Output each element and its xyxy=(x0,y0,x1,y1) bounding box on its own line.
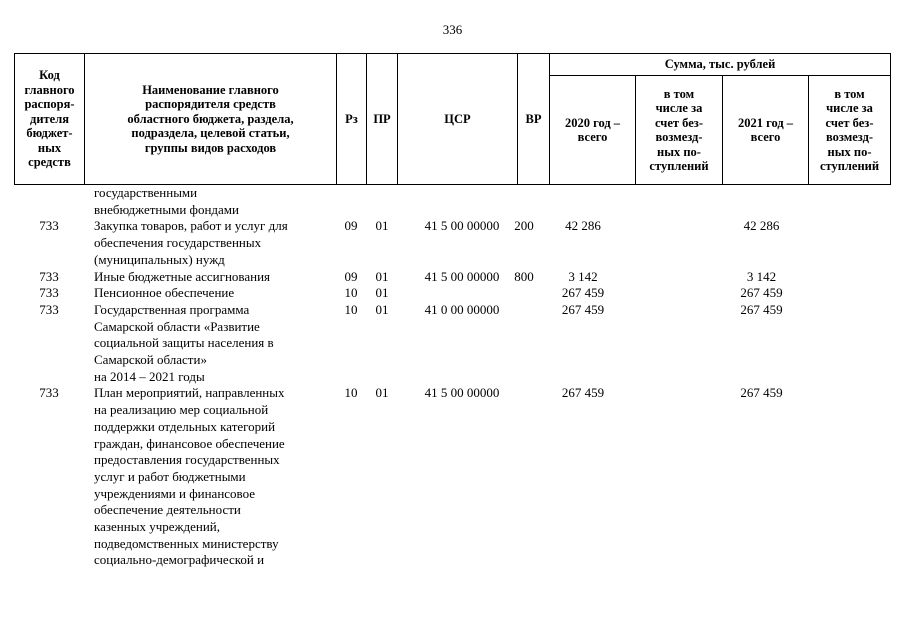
cell-vr: 800 xyxy=(514,268,534,284)
cell-name-line: обеспечение деятельности xyxy=(94,502,241,518)
header-pr: ПР xyxy=(367,54,398,185)
header-sum: Сумма, тыс. рублей xyxy=(550,54,891,76)
cell-csr: 41 0 00 00000 xyxy=(424,301,500,317)
cell-sum-2021: 267 459 xyxy=(740,285,783,301)
cell-name-line: Иные бюджетные ассигнования xyxy=(94,268,271,284)
cell-name-line: социально-демографической и xyxy=(94,552,265,568)
cell-name-line: предоставления государственных xyxy=(94,452,280,468)
cell-sum-2020: 267 459 xyxy=(561,301,605,317)
table-row xyxy=(14,385,890,569)
cell-csr: 41 5 00 00000 xyxy=(424,218,500,234)
cell-name xyxy=(94,185,338,218)
cell-name-line: социальной защиты населения в xyxy=(94,335,274,351)
cell-name-line: на 2014 – 2021 годы xyxy=(94,368,205,384)
table-row xyxy=(14,285,890,302)
cell-name xyxy=(94,218,338,268)
cell-pr: 01 xyxy=(375,301,389,317)
table-row xyxy=(14,269,890,286)
cell-name-line: обеспечения государственных xyxy=(94,235,262,251)
cell-pr: 01 xyxy=(375,268,389,284)
table-body xyxy=(14,185,890,569)
header-code: Код главного распоря- дителя бюджет- ных средств xyxy=(15,54,85,185)
cell-name-line: Самарской области» xyxy=(94,352,207,368)
header-2021-free: в том числе за счет без- возмезд- ных по- ступлений xyxy=(809,76,891,185)
cell-name-line: внебюджетными фондами xyxy=(94,201,239,217)
cell-pr: 01 xyxy=(375,218,389,234)
cell-code: 733 xyxy=(39,268,59,284)
header-2021-total: 2021 год – всего xyxy=(723,76,809,185)
cell-sum-2021: 267 459 xyxy=(740,385,783,401)
cell-pr: 01 xyxy=(375,285,389,301)
cell-code: 733 xyxy=(39,218,59,234)
header-2020-free: в том числе за счет без- возмезд- ных по- ступлений xyxy=(636,76,723,185)
cell-name-line: План мероприятий, направленных xyxy=(94,385,285,401)
cell-code: 733 xyxy=(39,301,59,317)
cell-rz: 09 xyxy=(344,218,358,234)
cell-code: 733 xyxy=(39,385,59,401)
cell-sum-2020: 267 459 xyxy=(561,385,605,401)
cell-sum-2020: 42 286 xyxy=(565,218,601,234)
cell-name-line: государственными xyxy=(94,185,198,200)
cell-name-line: поддержки отдельных категорий xyxy=(94,418,276,434)
header-csr: ЦСР xyxy=(398,54,518,185)
page-number: 336 xyxy=(442,22,463,37)
cell-rz: 09 xyxy=(344,268,358,284)
table-row xyxy=(14,185,890,218)
cell-csr: 41 5 00 00000 xyxy=(424,268,500,284)
cell-name xyxy=(94,285,338,302)
cell-pr: 01 xyxy=(375,385,389,401)
cell-vr: 200 xyxy=(514,218,534,234)
cell-name-line: (муниципальных) нужд xyxy=(94,251,225,267)
cell-name-line: казенных учреждений, xyxy=(94,519,220,535)
cell-sum-2021: 3 142 xyxy=(746,268,777,284)
cell-name-line: Закупка товаров, работ и услуг для xyxy=(94,218,288,234)
cell-name xyxy=(94,385,338,569)
header-name: Наименование главного распорядителя средств областного бюджета, раздела, подраздела, целевой статьи, группы видов расходов xyxy=(85,54,337,185)
cell-csr: 41 5 00 00000 xyxy=(424,385,500,401)
header-2020-total: 2020 год – всего xyxy=(550,76,636,185)
cell-name-line: на реализацию мер социальной xyxy=(94,402,269,418)
cell-name-line: услуг и работ бюджетными xyxy=(94,468,246,484)
cell-name xyxy=(94,269,338,286)
cell-name-line: Государственная программа xyxy=(94,301,250,317)
header-vr: ВР xyxy=(518,54,550,185)
cell-name-line: Самарской области «Развитие xyxy=(94,318,260,334)
cell-name-line: подведомственных министерству xyxy=(94,535,279,551)
cell-name-line: учреждениями и финансовое xyxy=(94,485,256,501)
table-row xyxy=(14,302,890,386)
cell-name xyxy=(94,302,338,386)
cell-rz: 10 xyxy=(344,285,358,301)
cell-code: 733 xyxy=(39,285,59,301)
cell-sum-2020: 267 459 xyxy=(561,285,605,301)
cell-name-line: граждан, финансовое обеспечение xyxy=(94,435,285,451)
header-rz: Рз xyxy=(337,54,367,185)
cell-rz: 10 xyxy=(344,385,358,401)
cell-sum-2020: 3 142 xyxy=(568,268,598,284)
cell-name-line: Пенсионное обеспечение xyxy=(94,285,235,301)
table-header xyxy=(14,53,891,185)
cell-rz: 10 xyxy=(344,301,358,317)
cell-sum-2021: 267 459 xyxy=(740,301,783,317)
table-row xyxy=(14,218,890,268)
cell-sum-2021: 42 286 xyxy=(743,218,780,234)
